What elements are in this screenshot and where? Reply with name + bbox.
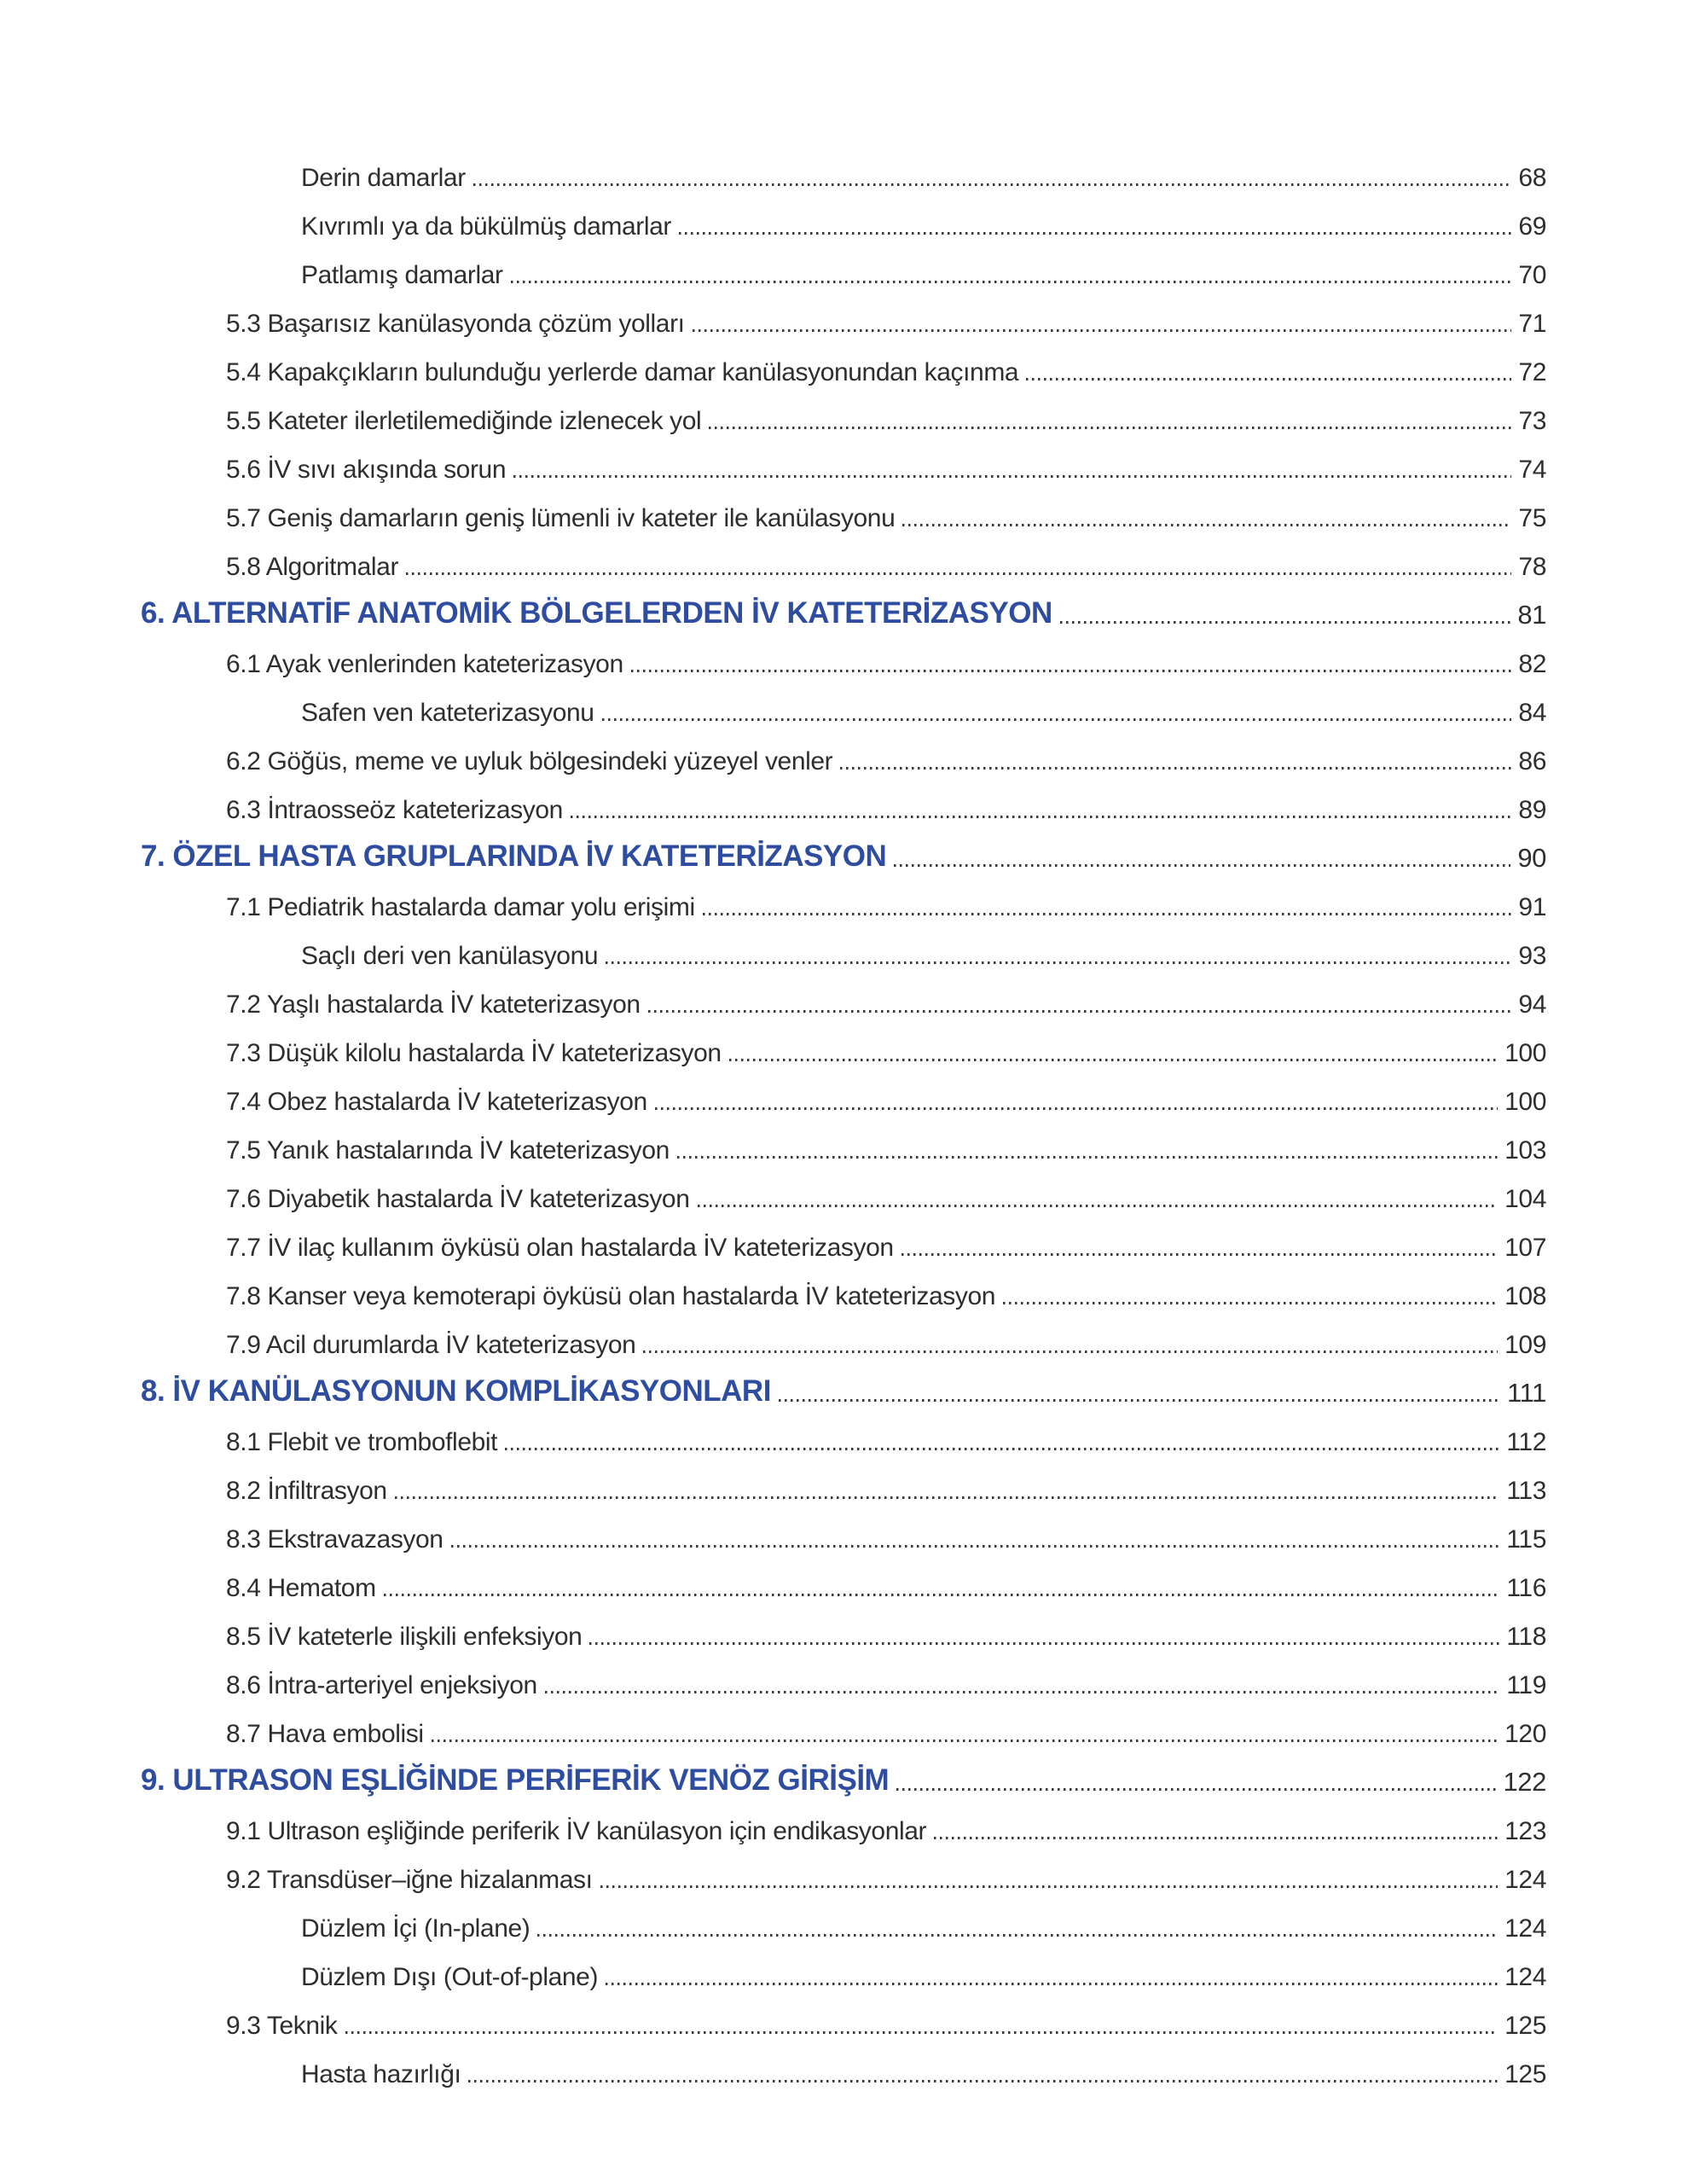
toc-entry-page: 71 <box>1518 310 1546 338</box>
dot-leader <box>677 1156 1498 1159</box>
toc-entry <box>141 1845 1546 1894</box>
toc-entry-label: 6. ALTERNATİF ANATOMİK BÖLGELERDEN İV KATETERİZASYON <box>141 595 1052 630</box>
toc-entry-label: 8.5 İV kateterle ilişkili enfeksiyon <box>226 1623 583 1651</box>
toc-entry-page: 125 <box>1504 2060 1546 2088</box>
dot-leader <box>473 183 1512 186</box>
toc-entry-page: 109 <box>1504 1331 1546 1359</box>
toc-entry <box>141 532 1546 581</box>
toc-entry-page: 84 <box>1518 699 1546 727</box>
toc-entry-label: 9.1 Ultrason eşliğinde periferik İV kanülasyon için endikasyonlar <box>226 1817 927 1845</box>
toc-entry-label: 5.4 Kapakçıkların bulunduğu yerlerde damar kanülasyonundan kaçınma <box>226 358 1019 386</box>
toc-entry <box>141 289 1546 338</box>
toc-entry-page: 104 <box>1504 1185 1546 1213</box>
dot-leader <box>545 1691 1500 1693</box>
toc-entry <box>141 1991 1546 2040</box>
dot-leader <box>606 961 1511 964</box>
dot-leader <box>894 864 1510 867</box>
dot-leader <box>934 1837 1498 1839</box>
dot-leader <box>1026 378 1511 380</box>
toc-entry-page: 124 <box>1504 1914 1546 1943</box>
toc-entry-label: Safen ven kateterizasyonu <box>301 699 594 727</box>
toc-entry-page: 124 <box>1504 1866 1546 1894</box>
dot-leader <box>693 329 1512 332</box>
toc-entry <box>141 727 1546 775</box>
dot-leader <box>395 1496 1500 1499</box>
toc-entry-page: 81 <box>1517 599 1546 630</box>
toc-entry <box>141 386 1546 435</box>
toc-entry-label: 8.2 İnfiltrasyon <box>226 1477 387 1505</box>
toc-entry <box>141 775 1546 824</box>
toc-entry-label: 8.6 İntra-arteriyel enjeksiyon <box>226 1671 537 1699</box>
toc-entry-page: 122 <box>1503 1766 1546 1797</box>
toc-entry <box>141 1797 1546 1845</box>
toc-entry-label: Kıvrımlı ya da bükülmüş damarlar <box>301 212 672 241</box>
toc-entry <box>141 1456 1546 1505</box>
toc-entry-label: 5.8 Algoritmalar <box>226 553 399 581</box>
toc-entry-page: 125 <box>1504 2012 1546 2040</box>
toc-entry <box>141 1165 1546 1213</box>
toc-entry-page: 112 <box>1506 1428 1546 1456</box>
toc-entry-page: 120 <box>1504 1720 1546 1748</box>
toc-entry <box>141 630 1546 678</box>
toc-entry <box>141 2040 1546 2088</box>
toc-entry-page: 115 <box>1506 1525 1546 1554</box>
dot-leader <box>896 1788 1496 1791</box>
toc-entry <box>141 873 1546 921</box>
toc-entry <box>141 192 1546 241</box>
toc-entry-label: 7. ÖZEL HASTA GRUPLARINDA İV KATETERİZASYON <box>141 839 887 873</box>
toc-entry-label: 6.3 İntraosseöz kateterizasyon <box>226 796 563 824</box>
toc-entry <box>141 921 1546 970</box>
toc-entry <box>141 1699 1546 1748</box>
toc-entry-page: 100 <box>1504 1088 1546 1116</box>
dot-leader <box>679 232 1511 235</box>
dot-leader <box>384 1594 1500 1596</box>
dot-leader <box>729 1059 1498 1061</box>
dot-leader <box>703 913 1512 915</box>
dot-leader <box>631 670 1512 672</box>
toc-entry-page: 89 <box>1518 796 1546 824</box>
toc-entry-label: 5.7 Geniş damarların geniş lümenli iv kateter ile kanülasyonu <box>226 504 896 532</box>
toc-entry <box>141 1067 1546 1116</box>
toc-entry-page: 72 <box>1518 358 1546 386</box>
toc-entry <box>141 1651 1546 1699</box>
toc-entry-page: 111 <box>1507 1377 1546 1408</box>
toc-entry-label: 7.9 Acil durumlarda İV kateterizasyon <box>226 1331 636 1359</box>
toc-entry-label: 9. ULTRASON EŞLİĞİNDE PERİFERİK VENÖZ GİRİŞİM <box>141 1763 890 1797</box>
dot-leader <box>901 1253 1498 1256</box>
toc-entry-page: 118 <box>1506 1623 1546 1651</box>
toc-entry-page: 94 <box>1518 990 1546 1019</box>
dot-leader <box>648 1010 1512 1013</box>
toc-entry-page: 82 <box>1518 650 1546 678</box>
toc-entry <box>141 1894 1546 1943</box>
toc-entry-page: 73 <box>1518 407 1546 435</box>
toc-entry <box>141 1943 1546 1991</box>
toc-entry-label: Düzlem Dışı (Out-of-plane) <box>301 1963 599 1991</box>
toc-entry-label: 8.3 Ekstravazasyon <box>226 1525 443 1554</box>
dot-leader <box>537 1934 1498 1937</box>
toc-entry-label: 7.1 Pediatrik hastalarda damar yolu erişimi <box>226 893 695 921</box>
dot-leader <box>602 718 1512 721</box>
dot-leader <box>406 572 1511 575</box>
toc-entry-page: 91 <box>1518 893 1546 921</box>
toc-entry-label: 7.6 Diyabetik hastalarda İV kateterizasyon <box>226 1185 690 1213</box>
toc-entry-label: 8.4 Hematom <box>226 1574 376 1602</box>
toc-entry-page: 78 <box>1518 553 1546 581</box>
toc-entry-label: 9.2 Transdüser–iğne hizalanması <box>226 1866 593 1894</box>
dot-leader <box>698 1205 1499 1207</box>
toc-entry <box>141 1262 1546 1310</box>
toc-entry <box>141 1310 1546 1359</box>
toc-entry-page: 123 <box>1504 1817 1546 1845</box>
toc-entry-page: 75 <box>1518 504 1546 532</box>
toc-entry-page: 74 <box>1518 456 1546 484</box>
toc-entry <box>141 824 1546 873</box>
toc-entry-page: 113 <box>1506 1477 1546 1505</box>
toc-entry-label: Düzlem İçi (In-plane) <box>301 1914 530 1943</box>
dot-leader <box>709 427 1511 429</box>
toc-entry-label: Patlamış damarlar <box>301 261 503 289</box>
dot-leader <box>779 1399 1500 1402</box>
dot-leader <box>513 475 1511 478</box>
dot-leader <box>606 1983 1498 1985</box>
toc-entry-label: 7.7 İV ilaç kullanım öyküsü olan hastalarda İV kateterizasyon <box>226 1234 894 1262</box>
toc-entry-label: 5.5 Kateter ilerletilemediğinde izlenecek yol <box>226 407 702 435</box>
toc-entry-page: 124 <box>1504 1963 1546 1991</box>
dot-leader <box>511 281 1512 283</box>
dot-leader <box>1003 1302 1498 1304</box>
dot-leader <box>655 1107 1498 1110</box>
toc-entry <box>141 581 1546 630</box>
toc-entry-label: 5.3 Başarısız kanülasyonda çözüm yolları <box>226 310 685 338</box>
dot-leader <box>451 1545 1500 1548</box>
toc-entry <box>141 241 1546 289</box>
toc-entry-label: Derin damarlar <box>301 164 466 192</box>
dot-leader <box>571 816 1512 818</box>
toc-entry <box>141 1019 1546 1067</box>
toc-entry <box>141 970 1546 1019</box>
toc-entry-page: 107 <box>1504 1234 1546 1262</box>
toc-entry <box>141 435 1546 484</box>
toc-entry <box>141 1748 1546 1797</box>
toc-entry <box>141 678 1546 727</box>
toc-entry <box>141 1408 1546 1456</box>
toc-entry-label: 6.2 Göğüs, meme ve uyluk bölgesindeki yüzeyel venler <box>226 747 833 775</box>
toc-entry-page: 100 <box>1504 1039 1546 1067</box>
toc-entry-label: 8.7 Hava embolisi <box>226 1720 424 1748</box>
dot-leader <box>589 1642 1499 1645</box>
toc-entry-label: 8.1 Flebit ve tromboflebit <box>226 1428 498 1456</box>
toc-entry-page: 93 <box>1518 942 1546 970</box>
dot-leader <box>840 767 1511 770</box>
toc-entry-label: Saçlı deri ven kanülasyonu <box>301 942 599 970</box>
toc-entry-page: 108 <box>1504 1282 1546 1310</box>
toc-entry-label: Hasta hazırlığı <box>301 2060 461 2088</box>
toc-entry-page: 90 <box>1517 842 1546 873</box>
toc-entry-label: 9.3 Teknik <box>226 2012 338 2040</box>
toc-entry-label: 7.4 Obez hastalarda İV kateterizasyon <box>226 1088 647 1116</box>
toc-entry-page: 86 <box>1518 747 1546 775</box>
toc-entry-label: 6.1 Ayak venlerinden kateterizasyon <box>226 650 623 678</box>
toc-entry-page: 119 <box>1506 1671 1546 1699</box>
toc-entry-page: 68 <box>1518 164 1546 192</box>
dot-leader <box>432 1740 1498 1742</box>
toc-entry-label: 5.6 İV sıvı akışında sorun <box>226 456 507 484</box>
toc-entry-page: 70 <box>1518 261 1546 289</box>
toc-entry-page: 116 <box>1506 1574 1546 1602</box>
toc-entry-label: 7.8 Kanser veya kemoterapi öyküsü olan hastalarda İV kateterizasyon <box>226 1282 996 1310</box>
toc-entry <box>141 1213 1546 1262</box>
dot-leader <box>505 1448 1499 1450</box>
toc-entry <box>141 1505 1546 1554</box>
toc-entry-label: 7.2 Yaşlı hastalarda İV kateterizasyon <box>226 990 641 1019</box>
toc-list <box>141 143 1546 2088</box>
toc-entry <box>141 1359 1546 1408</box>
toc-entry <box>141 484 1546 532</box>
dot-leader <box>643 1350 1498 1353</box>
toc-entry-label: 7.3 Düşük kilolu hastalarda İV kateterizasyon <box>226 1039 722 1067</box>
toc-entry <box>141 338 1546 386</box>
toc-entry <box>141 143 1546 192</box>
dot-leader <box>1060 621 1511 624</box>
toc-entry-label: 8. İV KANÜLASYONUN KOMPLİKASYONLARI <box>141 1374 771 1408</box>
toc-entry <box>141 1602 1546 1651</box>
dot-leader <box>600 1885 1499 1888</box>
toc-entry <box>141 1116 1546 1165</box>
dot-leader <box>345 2031 1499 2034</box>
dot-leader <box>468 2080 1498 2082</box>
toc-entry-page: 69 <box>1518 212 1546 241</box>
toc-entry <box>141 1554 1546 1602</box>
toc-entry-label: 7.5 Yanık hastalarında İV kateterizasyon <box>226 1136 670 1165</box>
dot-leader <box>902 524 1511 526</box>
toc-entry-page: 103 <box>1504 1136 1546 1165</box>
